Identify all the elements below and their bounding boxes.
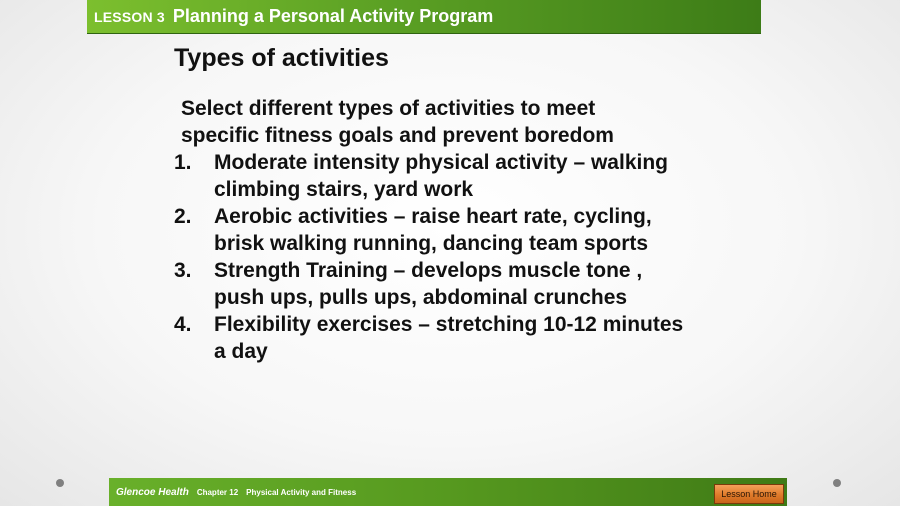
previous-slide-dot-icon[interactable]: [56, 479, 64, 487]
lesson-number-label: LESSON 3: [94, 9, 165, 25]
activity-item-moderate: [174, 149, 734, 203]
item-number: 3.: [174, 259, 192, 282]
item-text: Flexibility exercises – stretching 10-12 minutes a day: [214, 313, 684, 363]
activity-list: [174, 149, 734, 365]
item-number: 1.: [174, 151, 192, 174]
slide-title: Types of activities: [174, 44, 389, 72]
activity-item-strength: [174, 257, 734, 311]
item-text: Aerobic activities – raise heart rate, cycling, brisk walking running, dancing team sports: [214, 205, 652, 255]
activity-item-flexibility: [174, 311, 734, 365]
item-number: 4.: [174, 313, 192, 336]
next-slide-dot-icon[interactable]: [833, 479, 841, 487]
activity-item-aerobic: [174, 203, 734, 257]
footer-brand: Glencoe Health: [116, 486, 189, 498]
footer-bar: [109, 478, 787, 506]
lesson-home-button[interactable]: Lesson Home: [714, 484, 784, 504]
lesson-title: Planning a Personal Activity Program: [172, 6, 494, 26]
item-text: Moderate intensity physical activity – walking climbing stairs, yard work: [214, 151, 668, 201]
item-number: 2.: [174, 205, 192, 228]
item-text: Strength Training – develops muscle tone , push ups, pulls ups, abdominal crunches: [214, 259, 643, 309]
intro-text: Select different types of activities to meet specific fitness goals and prevent boredom: [181, 97, 614, 147]
lesson-header-bar: [87, 0, 761, 34]
footer-chapter: Chapter 12: [196, 487, 239, 497]
footer-topic: Physical Activity and Fitness: [246, 487, 357, 497]
